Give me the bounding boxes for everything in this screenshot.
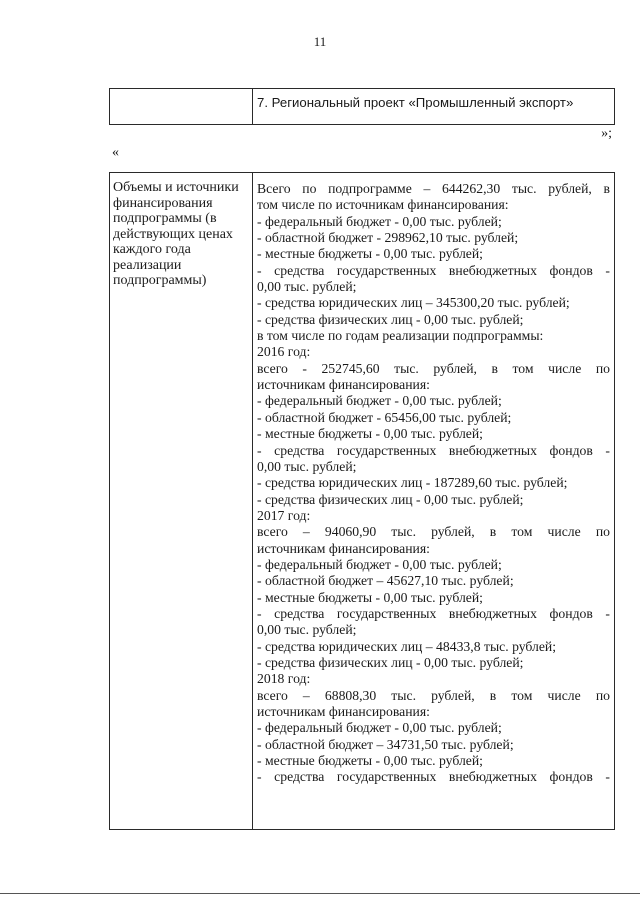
funding-detail-line: - областной бюджет – 45627,10 тыс. рублей; — [257, 573, 514, 589]
funding-detail-line: 2017 год: — [257, 507, 311, 523]
funding-detail-line: том числе по источникам финансирования: — [257, 197, 509, 213]
funding-detail-line: - местные бюджеты - 0,00 тыс. рублей; — [257, 753, 483, 769]
funding-detail-line: - областной бюджет - 298962,10 тыс. рублей; — [257, 230, 519, 246]
funding-detail-line: - средства государственных внебюджетных фондов - — [257, 769, 610, 785]
funding-detail-line: - федеральный бюджет - 0,00 тыс. рублей; — [257, 393, 502, 409]
funding-detail-line: - областной бюджет - 65456,00 тыс. рублей; — [257, 409, 512, 425]
label-line: каждого года — [113, 242, 191, 257]
funding-detail-line: источникам финансирования: — [257, 704, 430, 719]
funding-detail-line: всего – 94060,90 тыс. рублей, в том числе по — [257, 524, 610, 540]
page-number: 11 — [313, 34, 327, 49]
table-row — [110, 173, 615, 830]
funding-detail-line: - средства государственных внебюджетных фондов - — [257, 605, 610, 621]
funding-detail-line: 0,00 тыс. рублей; — [257, 458, 357, 474]
funding-detail-line: - средства юридических лиц - 187289,60 тыс. рублей; — [257, 475, 568, 491]
funding-detail-line: - средства государственных внебюджетных фондов - — [257, 262, 610, 278]
funding-detail-line: - федеральный бюджет - 0,00 тыс. рублей; — [257, 213, 502, 229]
funding-detail-line: всего - 252745,60 тыс. рублей, в том числе по — [257, 360, 610, 376]
funding-detail-line: - средства физических лиц - 0,00 тыс. рублей; — [257, 654, 524, 670]
funding-detail-line: 2016 год: — [257, 344, 311, 360]
funding-detail-line: источникам финансирования: — [257, 540, 430, 556]
funding-detail-line: 0,00 тыс. рублей; — [257, 279, 357, 295]
funding-detail-line: - средства физических лиц - 0,00 тыс. рублей; — [257, 491, 524, 507]
label-line: подпрограммы) — [113, 273, 207, 288]
funding-detail-line: - средства юридических лиц – 345300,20 тыс. рублей; — [257, 295, 570, 311]
label-line: финансирования — [113, 195, 213, 211]
funding-details-cell — [253, 173, 615, 830]
page-bottom-rule — [0, 893, 640, 894]
funding-detail-line: - местные бюджеты - 0,00 тыс. рублей; — [257, 426, 483, 442]
label-line: Объемы и источники — [113, 180, 239, 195]
funding-detail-line: - федеральный бюджет - 0,00 тыс. рублей; — [257, 556, 502, 572]
funding-detail-line: всего – 68808,30 тыс. рублей, в том числе по — [257, 687, 610, 703]
funding-detail-line: - средства юридических лиц – 48433,8 тыс. рублей; — [257, 638, 557, 654]
funding-detail-line: - местные бюджеты - 0,00 тыс. рублей; — [257, 246, 483, 262]
closing-quote: »; — [601, 126, 612, 141]
label-line: действующих ценах — [113, 226, 233, 242]
funding-detail-line: - средства физических лиц - 0,00 тыс. рублей; — [257, 311, 524, 327]
funding-detail-line: источникам финансирования: — [257, 377, 430, 393]
label-line: подпрограммы (в — [113, 211, 217, 226]
funding-detail-line: - областной бюджет – 34731,50 тыс. рублей; — [257, 736, 514, 752]
funding-detail-line: 0,00 тыс. рублей; — [257, 622, 357, 638]
table-row — [110, 89, 615, 125]
regional-project-title: 7. Региональный проект «Промышленный экспорт» — [253, 89, 615, 125]
project-table — [109, 88, 615, 125]
empty-label-cell — [110, 89, 253, 125]
funding-detail-line: в том числе по годам реализации подпрограммы: — [257, 328, 544, 344]
funding-detail-line: - федеральный бюджет - 0,00 тыс. рублей; — [257, 720, 502, 736]
opening-quote: « — [112, 145, 119, 160]
funding-detail-line: Всего по подпрограмме – 644262,30 тыс. рублей, в — [257, 181, 610, 196]
funding-detail-line: - местные бюджеты - 0,00 тыс. рублей; — [257, 589, 483, 605]
funding-detail-line: 2018 год: — [257, 671, 311, 687]
funding-label-cell — [110, 173, 253, 830]
funding-table — [109, 172, 615, 830]
label-line: реализации — [113, 257, 182, 273]
funding-detail-line: - средства государственных внебюджетных фондов - — [257, 442, 610, 458]
